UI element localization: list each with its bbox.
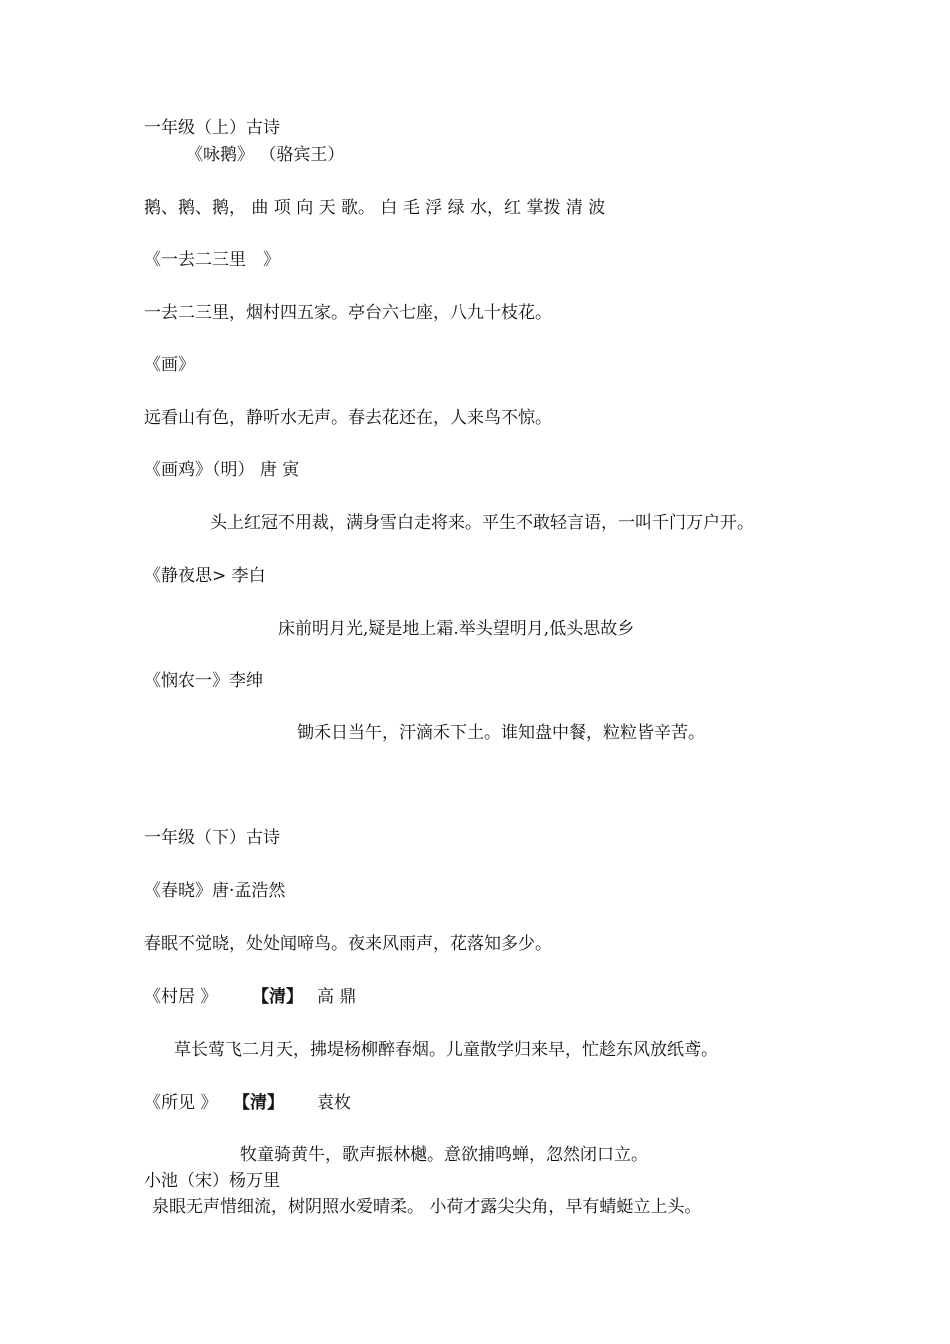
poem-dynasty-suo-jian: 【清】 (233, 1093, 284, 1113)
poem-author-cun-ju: 高 鼎 (317, 987, 357, 1007)
poem-title-chun-xiao: 《春晓》唐·孟浩然 (144, 881, 286, 901)
poem-text-xiao-chi: 泉眼无声惜细流，树阴照水爱晴柔。 小荷才露尖尖角，早有蜻蜓立上头。 (152, 1197, 702, 1217)
poem-text-yong-e: 鹅、鹅、鹅， 曲 项 向 天 歌。 白 毛 浮 绿 水，红 掌拨 清 波 (144, 198, 606, 218)
poem-title-yong-e: 《咏鹅》 （骆宾王） (186, 145, 345, 165)
poem-title-suo-jian: 《所见 》 (144, 1093, 218, 1113)
poem-text-yi-qu-er-san-li: 一去二三里，烟村四五家。亭台六七座，八九十枝花。 (144, 303, 552, 323)
section-heading-grade1-upper: 一年级（上）古诗 (144, 118, 280, 138)
poem-title-hua-ji: 《画鸡》（明） 唐 寅 (144, 460, 300, 480)
poem-text-hua-ji: 头上红冠不用裁，满身雪白走将来。平生不敢轻言语，一叫千门万户开。 (210, 513, 754, 533)
poem-title-min-nong: 《悯农一》李绅 (144, 671, 263, 691)
poem-text-suo-jian: 牧童骑黄牛，歌声振林樾。意欲捕鸣蝉，忽然闭口立。 (240, 1145, 648, 1165)
poem-title-xiao-chi: 小池（宋）杨万里 (144, 1171, 280, 1191)
poem-text-min-nong: 锄禾日当午，汗滴禾下土。谁知盘中餐，粒粒皆辛苦。 (297, 723, 705, 743)
section-heading-grade1-lower: 一年级（下）古诗 (144, 828, 280, 848)
poem-text-chun-xiao: 春眠不觉晓，处处闻啼鸟。夜来风雨声，花落知多少。 (144, 934, 552, 954)
poem-text-jing-ye-si: 床前明月光,疑是地上霜.举头望明月,低头思故乡 (278, 619, 635, 639)
poem-title-hua: 《画》 (144, 355, 195, 375)
poem-title-cun-ju: 《村居 》 (144, 987, 218, 1007)
poem-text-cun-ju: 草长莺飞二月天，拂堤杨柳醉春烟。儿童散学归来早，忙趁东风放纸鸢。 (174, 1040, 718, 1060)
poem-dynasty-cun-ju: 【清】 (252, 987, 303, 1007)
poem-text-hua: 远看山有色，静听水无声。春去花还在，人来鸟不惊。 (144, 408, 552, 428)
poem-title-jing-ye-si: 《静夜思> 李白 (144, 566, 266, 586)
poem-title-yi-qu-er-san-li: 《一去二三里 》 (144, 250, 280, 270)
poem-author-suo-jian: 袁枚 (317, 1093, 351, 1113)
